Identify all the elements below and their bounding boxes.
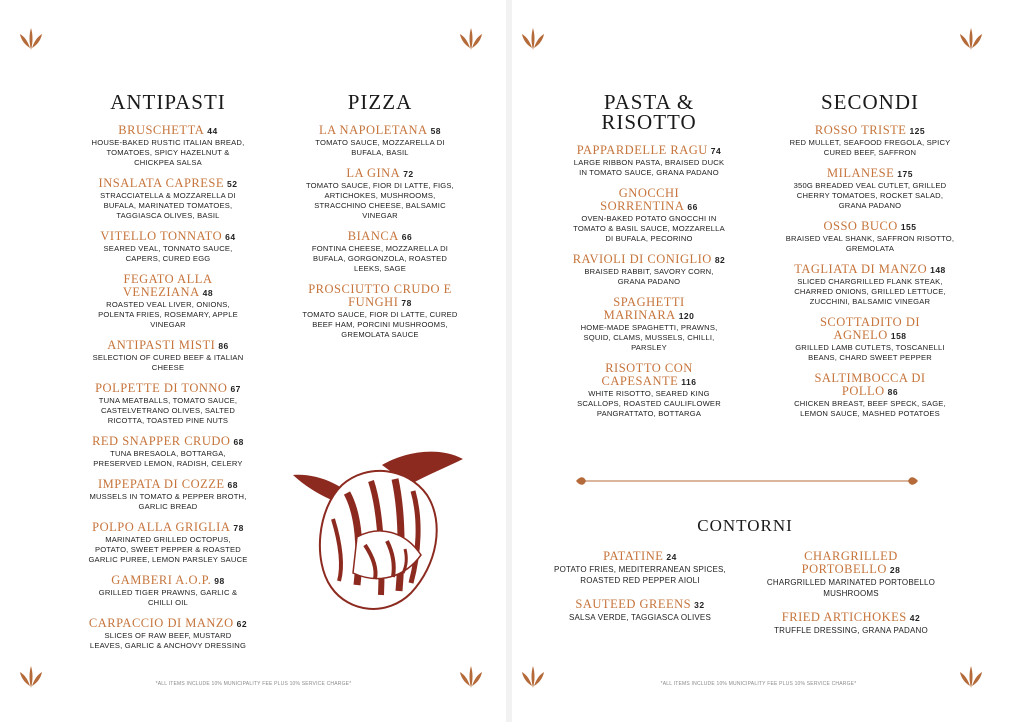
menu-item-description: BRAISED VEAL SHANK, SAFFRON RISOTTO, GREMOLATA [785,234,955,253]
tulip-illustration [287,445,465,620]
menu-item-description: HOME-MADE SPAGHETTI, PRAWNS, SQUID, CLAMS, MUSSELS, CHILLI, PARSLEY [580,323,718,352]
menu-item-name [785,220,955,234]
menu-item-price: 52 [226,179,238,189]
corner-ornament-icon [520,26,546,52]
section-heading-pasta-line1: PASTA & [603,90,695,114]
menu-item [785,167,955,211]
menu-item-title: SAUTEED GREENS [575,597,692,611]
secondi-list [785,124,955,419]
menu-item-title: PROSCIUTTO CRUDO E FUNGHI [308,282,452,309]
menu-item [756,550,946,599]
menu-item-name [785,124,955,138]
pasta-list [572,144,726,419]
menu-item-price: 125 [909,126,926,136]
menu-item [572,362,726,419]
menu-item-name [88,124,248,138]
menu-item-name [785,316,955,343]
menu-item-description: FONTINA CHEESE, MOZZARELLA DI BUFALA, GORGONZOLA, ROASTED LEEKS, SAGE [311,244,449,273]
menu-item-name [88,478,248,492]
menu-item-description: MUSSELS IN TOMATO & PEPPER BROTH, GARLIC BREAD [89,492,247,511]
menu-item-title: CARPACCIO DI MANZO [88,616,234,630]
tulip-icon [287,445,465,620]
menu-item-price: 24 [666,552,677,562]
menu-item-price: 67 [230,384,241,394]
menu-item-name [88,617,248,631]
menu-item-name [572,253,726,267]
menu-item-description: TOMATO SAUCE, FIOR DI LATTE, FIGS, ARTICHOKES, MUSHROOMS, STRACCHINO CHEESE, BALSAMIC VINEGAR [305,181,454,220]
menu-item-price: 42 [909,613,921,623]
menu-item-price: 32 [694,600,705,610]
menu-item [785,372,955,419]
menu-item-title: TAGLIATA DI MANZO [794,262,928,276]
menu-item-description: STRACCIATELLA & MOZZARELLA DI BUFALA, MARINATED TOMATOES, TAGGIASCA OLIVES, BASIL [100,191,236,220]
section-heading-secondi: SECONDI [820,90,919,114]
menu-item [572,253,726,287]
menu-item-title: GAMBERI A.O.P. [111,573,212,587]
menu-item-description: SALSA VERDE, TAGGIASCA OLIVES [568,613,711,622]
menu-item-title: GNOCCHI SORRENTINA [600,186,685,213]
menu-item [88,617,248,651]
menu-item-description: OVEN-BAKED POTATO GNOCCHI IN TOMATO & BASIL SAUCE, MOZZARELLA DI BUFALA, PECORINO [573,214,725,243]
menu-item-price: 74 [710,146,722,156]
menu-item [572,296,726,353]
menu-item-price: 66 [401,232,413,242]
menu-item-price: 116 [681,377,697,387]
menu-item-price: 148 [930,265,946,275]
contorni-left-list [552,550,728,635]
menu-item-title: ROSSO TRISTE [814,123,907,137]
menu-item-description: SLICES OF RAW BEEF, MUSTARD LEAVES, GARLIC & ANCHOVY DRESSING [89,631,247,650]
menu-item-name [785,167,955,181]
contorni-right-list [756,550,946,648]
menu-item-price: 175 [897,169,913,179]
contorni-section [640,516,850,548]
menu-item-name [572,362,726,389]
menu-item-price: 64 [225,232,236,242]
menu-item-name [88,382,248,396]
menu-item-title: CHARGRILLED PORTOBELLO [801,549,898,576]
menu-item-price: 86 [218,341,229,351]
menu-item [88,435,248,469]
menu-item-title: INSALATA CAPRESE [98,176,224,190]
menu-item-name [300,167,460,181]
menu-item [88,124,248,168]
menu-item [552,598,728,623]
menu-item-description: ROASTED VEAL LIVER, ONIONS, POLENTA FRIES, ROSEMARY, APPLE VINEGAR [98,300,238,329]
menu-item-title: POLPO ALLA GRIGLIA [92,520,231,534]
menu-item-name [756,550,946,577]
corner-ornament-icon [958,26,984,52]
menu-item-name [300,230,460,244]
menu-item-name [572,296,726,323]
menu-item-description: GRILLED LAMB CUTLETS, TOSCANELLI BEANS, CHARD SWEET PEPPER [795,343,945,362]
menu-item-title: SCOTTADITO DI AGNELO [819,315,921,342]
menu-item-title: BIANCA [347,229,399,243]
section-heading-antipasti: ANTIPASTI [110,90,226,114]
menu-item-price: 78 [233,523,244,533]
footer-note-left: *ALL ITEMS INCLUDE 10% MUNICIPALITY FEE PLUS 10% SERVICE CHARGE* [155,681,352,687]
menu-item [572,187,726,244]
menu-item-name [88,230,248,244]
menu-item-name [572,187,726,214]
menu-item-title: LA NAPOLETANA [318,123,428,137]
menu-item-description: WHITE RISOTTO, SEARED KING SCALLOPS, ROASTED CAULIFLOWER PANGRATTATO, BOTTARGA [577,389,721,418]
menu-item-title: FEGATO ALLA VENEZIANA [122,272,213,299]
antipasti-list [88,124,248,651]
menu-item-price: 44 [207,126,218,136]
menu-item-description: TRUFFLE DRESSING, GRANA PADANO [774,626,928,635]
menu-item [300,230,460,274]
menu-item-title: SALTIMBOCCA DI POLLO [814,371,926,398]
menu-item-name [300,283,460,310]
menu-item-name [300,124,460,138]
menu-item-description: CHICKEN BREAST, BEEF SPECK, SAGE, LEMON SAUCE, MASHED POTATOES [794,399,946,418]
menu-item-name [785,372,955,399]
footer-note-right: *ALL ITEMS INCLUDE 10% MUNICIPALITY FEE PLUS 10% SERVICE CHARGE* [660,681,857,687]
menu-item-title: RISOTTO CON CAPESANTE [601,361,693,388]
menu-item [300,124,460,158]
corner-ornament-icon [18,26,44,52]
menu-item-price: 66 [687,202,698,212]
menu-item-title: RED SNAPPER CRUDO [92,434,231,448]
pasta-section [572,92,726,428]
menu-item-price: 68 [233,437,244,447]
menu-item-description: BRAISED RABBIT, SAVORY CORN, GRANA PADANO [584,267,714,286]
menu-item-description: SELECTION OF CURED BEEF & ITALIAN CHEESE [92,353,244,372]
menu-item-description: TUNA BRESAOLA, BOTTARGA, PRESERVED LEMON, RADISH, CELERY [93,449,243,468]
menu-item-price: 58 [430,126,442,136]
menu-item-description: POTATO FRIES, MEDITERRANEAN SPICES, ROASTED RED PEPPER AIOLI [554,565,726,585]
secondi-section [785,92,955,428]
menu-item-description: RED MULLET, SEAFOOD FREGOLA, SPICY CURED BEEF, SAFFRON [789,138,951,157]
menu-item-description: TUNA MEATBALLS, TOMATO SAUCE, CASTELVETRANO OLIVES, SALTED RICOTTA, TOASTED PINE NUTS [98,396,238,425]
menu-item-title: MILANESE [827,166,895,180]
section-heading-pasta [572,92,726,132]
menu-item [88,478,248,512]
menu-item [88,574,248,608]
menu-item-description: SEARED VEAL, TONNATO SAUCE, CAPERS, CURED EGG [103,244,233,263]
menu-item-title: VITELLO TONNATO [100,229,223,243]
menu-item-name [88,339,248,353]
menu-item-price: 68 [227,480,238,490]
menu-item-title: PATATINE [603,549,664,563]
section-heading-contorni: CONTORNI [697,516,793,535]
menu-item [572,144,726,178]
menu-item [88,177,248,221]
menu-item-price: 86 [887,387,899,397]
menu-item-price: 72 [403,169,414,179]
menu-item-price: 28 [889,565,901,575]
menu-item-title: PAPPARDELLE RAGU [576,143,708,157]
menu-item [552,550,728,586]
menu-item [88,339,248,373]
menu-item-name [756,611,946,625]
menu-item-price: 48 [202,288,214,298]
pizza-list [300,124,460,340]
menu-item-name [785,263,955,277]
menu-item-name [88,273,248,300]
menu-item [785,316,955,363]
menu-item [300,167,460,221]
menu-item-description: TOMATO SAUCE, MOZZARELLA DI BUFALA, BASIL [315,138,445,157]
menu-item-title: LA GINA [346,166,401,180]
menu-item-title: BRUSCHETTA [118,123,205,137]
menu-item [88,230,248,264]
pizza-section [300,92,460,349]
antipasti-section [88,92,248,660]
menu-item [756,611,946,636]
menu-item-name [552,598,728,612]
menu-item [785,220,955,254]
menu-item-price: 158 [890,331,907,341]
menu-item-title: POLPETTE DI TONNO [95,381,228,395]
menu-item-description: TOMATO SAUCE, FIOR DI LATTE, CURED BEEF HAM, PORCINI MUSHROOMS, GREMOLATA SAUCE [302,310,458,339]
menu-item-name [88,574,248,588]
menu-item-price: 98 [214,576,225,586]
menu-item-price: 120 [678,311,695,321]
menu-item-title: SPAGHETTI MARINARA [603,295,685,322]
menu-item-description: GRILLED TIGER PRAWNS, GARLIC & CHILLI OIL [98,588,238,607]
menu-item [785,124,955,158]
menu-item-description: HOUSE-BAKED RUSTIC ITALIAN BREAD, TOMATOES, SPICY HAZELNUT & CHICKPEA SALSA [91,138,245,167]
menu-item-description: MARINATED GRILLED OCTOPUS, POTATO, SWEET PEPPER & ROASTED GARLIC PUREE, LEMON PARSLEY SAUCE [88,535,248,564]
menu-item [300,283,460,340]
menu-item-price: 155 [900,222,917,232]
menu-item-title: FRIED ARTICHOKES [781,610,907,624]
menu-item-name [552,550,728,564]
menu-item-title: IMPEPATA DI COZZE [98,477,225,491]
menu-item-description: 350G BREADED VEAL CUTLET, GRILLED CHERRY TOMATOES, ROCKET SALAD, GRANA PADANO [793,181,947,210]
menu-item-name [88,177,248,191]
flourish-divider-icon [574,474,920,488]
menu-item-description: CHARGRILLED MARINATED PORTOBELLO MUSHROOMS [766,578,936,598]
menu-item-description: LARGE RIBBON PASTA, BRAISED DUCK IN TOMATO SAUCE, GRANA PADANO [573,158,725,177]
menu-item-price: 78 [401,298,412,308]
section-heading-pizza: PIZZA [347,90,413,114]
menu-item-title: ANTIPASTI MISTI [107,338,216,352]
menu-item-title: OSSO BUCO [823,219,898,233]
menu-item [785,263,955,307]
menu-item-name [88,435,248,449]
corner-ornament-icon [458,26,484,52]
menu-item-price: 62 [236,619,248,629]
menu-item [88,273,248,330]
menu-item-description: SLICED CHARGRILLED FLANK STEAK, CHARRED ONIONS, GRILLED LETTUCE, ZUCCHINI, BALSAMIC VINEGAR [794,277,946,306]
menu-item [88,521,248,565]
section-heading-pasta-line2: RISOTTO [601,110,697,134]
menu-item [88,382,248,426]
divider-flourish [574,474,920,488]
menu-item-price: 82 [714,255,726,265]
menu-item-title: RAVIOLI DI CONIGLIO [572,252,712,266]
menu-item-name [572,144,726,158]
menu-item-name [88,521,248,535]
